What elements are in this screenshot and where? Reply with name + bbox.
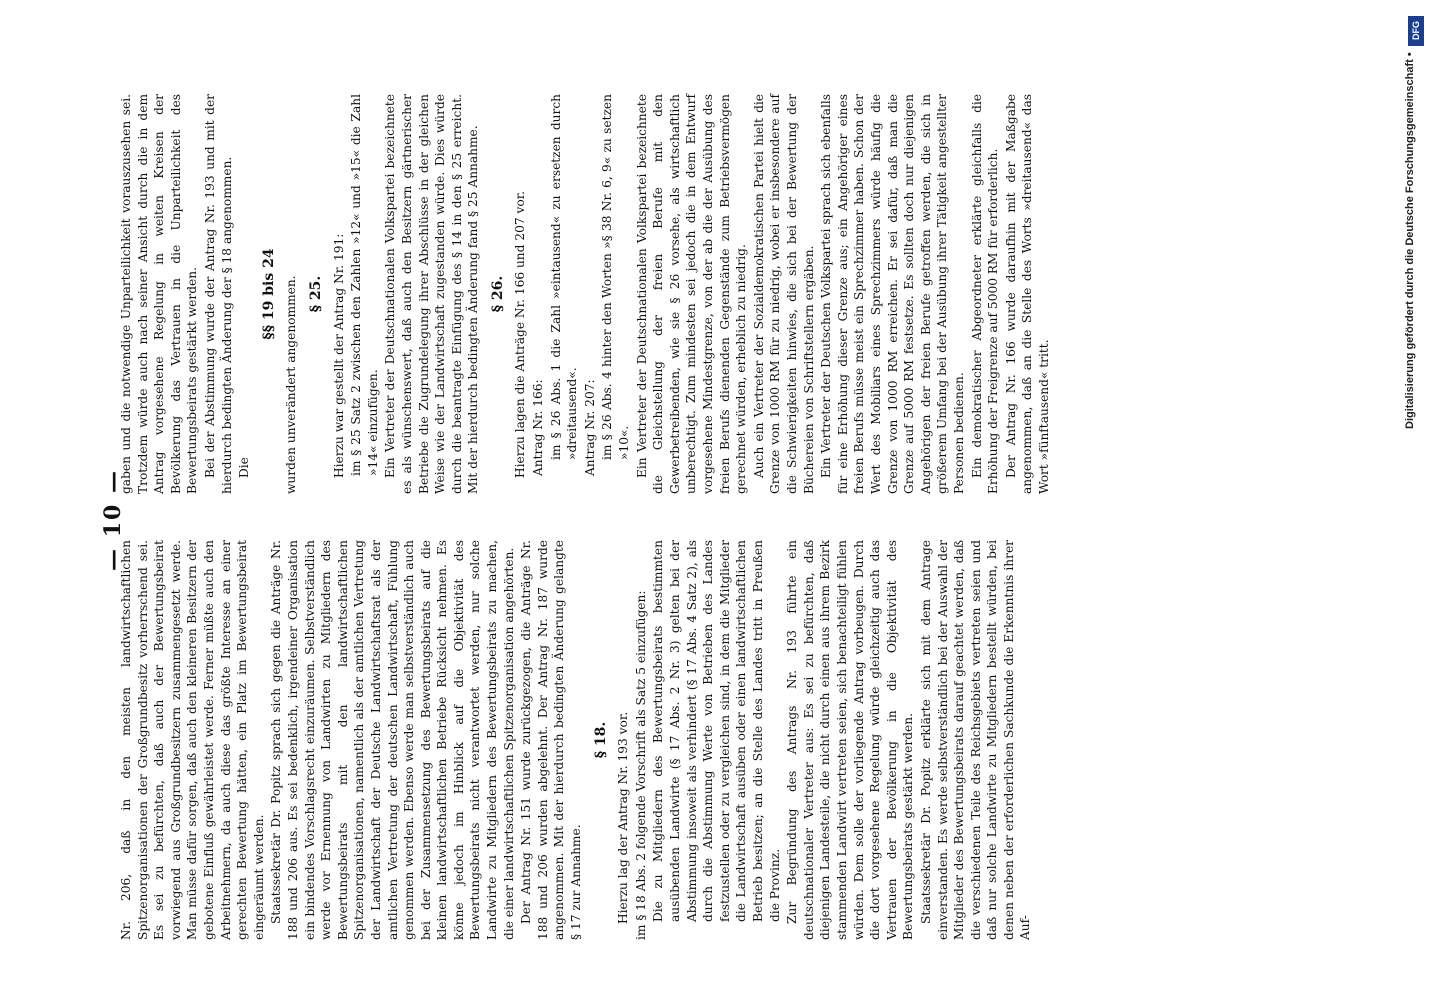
section-heading: § 26. xyxy=(489,275,506,313)
paragraph: Zur Begründung des Antrags Nr. 193 führte ein deutschnationaler Vertreter aus: Es sei zu befürchten, daß diejenigen Landesteile, die nicht durch einen aus ihrem Bezirk stammenden Landwirt vertreten seien, sich benachteiligt fühlen würden. Dem solle der vorliegende Antrag vorbeugen. Durch die dort vorgesehene Regelung würde gleichzeitig auch das Vertrauen der Bevölkerung in die Objektivität des Bewertungsbeirats gestärkt werden. xyxy=(785,540,916,940)
paragraph: wurden unverändert angenommen. xyxy=(284,275,299,494)
paragraph: Ein Vertreter der Deutschnationalen Volkspartei bezeichnete die Gleichstellung der freien Berufe mit den Gewerbetreibenden, wie sie § 26 vorsehe, als wirtschaftlich unberechtigt. Zum mindesten sei jedoch die in dem Entwurf vorgesehene Mindestgrenze, von der ab die der Ausübung des freien Berufs dienenden Gegenstände zum Betriebsvermögen gerechnet würden, erheblich zu niedrig. xyxy=(634,94,749,494)
paragraph: im § 18 Abs. 2 folgende Vorschrift als Satz 5 einzufügen: xyxy=(633,590,648,940)
section-heading: § 18. xyxy=(592,721,609,759)
section-heading: §§ 19 bis 24 xyxy=(260,248,277,340)
paragraph: Antrag Nr. 166: xyxy=(531,379,546,476)
paragraph: Der Antrag Nr. 166 wurde daraufhin mit der Maßgabe angenommen, daß an die Stelle des Worts »dreitausend« das Wort »fünftausend« tritt. xyxy=(1003,94,1051,494)
right-text-column xyxy=(118,94,1053,494)
paragraph: Hierzu war gestellt der Antrag Nr. 191: xyxy=(331,233,346,478)
paragraph: Die zu Mitgliedern des Bewertungsbeirats bestimmten ausübenden Landwirte (§ 17 Abs. 2 Nr. 3) gelten bei der Abstimmung insoweit als verhindert (§ 17 Abs. 4 Satz 2), als durch die Abstimmung Werte von Betrieben des Landes festzustellen oder zu vergleichen sind, in dem die Mitglieder die Landwirtschaft ausüben oder einen landwirtschaftlichen Betrieb besitzen; an die Stelle des Landes tritt in Preußen die Provinz. xyxy=(651,540,782,922)
paragraph: im § 25 Satz 2 zwischen den Zahlen »12« und »15« die Zahl »14« einzufügen. xyxy=(349,94,380,476)
paragraph: Antrag Nr. 207: xyxy=(582,379,597,476)
page-number: — 10 — xyxy=(100,469,126,571)
paragraph: Auch ein Vertreter der Sozialdemokratischen Partei hielt die Grenze von 1000 RM für zu niedrig, wobei er insbesondere auf die Schwierigkeiten hinwies, die sich bei der Bewertung der Büchereien von Schriftstellern ergäben. xyxy=(751,94,816,494)
paragraph: Die xyxy=(237,457,252,478)
paragraph: Staatssekretär Dr. Popitz sprach sich gegen die Anträge Nr. 188 und 206 aus. Es sei bedenklich, irgendeiner Organisation ein bindendes Vorschlagsrecht einzuräumen. Selbstverständlich werde vor Ernennung von Landwirten zu Mitgliedern des Bewertungsbeirats mit den landwirtschaftlichen Spitzenorganisationen, namentlich als der amtlichen Vertretung der Landwirtschaft der Deutsche Landwirtschaftsrat als der amtlichen Vertretung der deutschen Landwirtschaft, Fühlung genommen werden. Ebenso werde man selbstverständlich auch bei der Zusammensetzung des Bewertungsbeirats auf die kleinen landwirtschaftlichen Betriebe Rücksicht nehmen. Es könne jedoch im Hinblick auf die Objektivität des Bewertungsbeirats nicht verantwortet werden, nur solche Landwirte zu Mitgliedern des Bewertungsbeirats zu machen, die einer landwirtschaftlichen Spitzenorganisation angehörten. xyxy=(269,540,516,940)
paragraph: Bei der Abstimmung wurde der Antrag Nr. 193 und mit der hierdurch bedingten Änderung der § 18 angenommen. xyxy=(202,94,234,494)
paragraph: Nr. 206, daß in den meisten landwirtschaftlichen Spitzenorganisationen der Großgrundbesitz vorherrschend sei. Es sei zu befürchten, daß auch der Bewertungsbeirat vorwiegend aus Großgrundbesitzern zusammengesetzt werde. Man müsse dafür sorgen, daß auch den kleineren Besitzern der gebotene Einfluß gewährleistet werde. Ferner müßte auch den Arbeitnehmern, da auch diese das größte Interesse an einer gerechten Bewertung hätten, ein Platz im Bewertungsbeirat eingeräumt werden. xyxy=(119,540,266,940)
section-heading: § 25. xyxy=(307,275,324,313)
credit-text: Digitalisierung gefördert durch die Deutsche Forschungsgemeinschaft • xyxy=(1404,52,1416,429)
paragraph: Hierzu lag der Antrag Nr. 193 vor. xyxy=(616,711,631,924)
rotated-printed-page xyxy=(100,94,1300,940)
digitization-credit xyxy=(1404,8,1430,988)
paragraph: gaben und die notwendige Unparteilichkeit vorauszusehen sei. Trotzdem würde auch nach seiner Ansicht durch die in dem Antrag vorgesehene Regelung in weiten Kreisen der Bevölkerung das Vertrauen in die Unparteilichkeit des Bewertungsbeirats gestärkt werden. xyxy=(119,94,200,494)
paragraph: Der Antrag Nr. 151 wurde zurückgezogen, die Anträge Nr. 188 und 206 wurden abgelehnt. Der Antrag Nr. 187 wurde angenommen. Mit der hierdurch bedingten Änderung gelangte § 17 zur Annahme. xyxy=(519,540,584,940)
paragraph: Ein demokratischer Abgeordneter erklärte gleichfalls die Erhöhung der Freigrenze auf 5000 RM für erforderlich. xyxy=(969,94,1001,494)
paragraph: Staatssekretär Dr. Popitz erklärte sich mit dem Antrage einverstanden. Es werde selbstverständlich bei der Auswahl der Mitglieder des Bewertungsbeirats darauf geachtet werden, daß die verschiedenen Teile des Reichsgebiets vertreten seien und daß nur solche Landwirte zu Mitgliedern bestellt würden, bei denen neben der erforderlichen Sachkunde die Erkenntnis ihrer Auf- xyxy=(918,540,1033,940)
dfg-logo: DFG xyxy=(1408,16,1424,46)
paragraph: im § 26 Abs. 4 hinter den Worten »§ 38 Nr. 6, 9« zu setzen »10«. xyxy=(600,94,632,460)
paragraph: Ein Vertreter der Deutschen Volkspartei sprach sich ebenfalls für eine Erhöhung dieser Grenze aus; ein Angehöriger eines freien Berufs müsse meist ein Sprechzimmer haben. Schon der Wert des Mobiliars eines Sprechzimmers würde häufig die Grenze von 1000 RM erreichen. Er sei dafür, daß man die Grenze auf 5000 RM festsetze. Es sollten doch nur diejenigen Angehörigen der freien Berufe getroffen werden, die sich in größerem Umfang bei der Ausübung ihrer Tätigkeit angestellter Personen bedienen. xyxy=(819,94,966,494)
paragraph: Hierzu lagen die Anträge Nr. 166 und 207 vor. xyxy=(513,190,528,478)
paragraph: Ein Vertreter der Deutschnationalen Volkspartei bezeichnete es als wünschenswert, daß auch den Besitzern gärtnerischer Betriebe die Zugrundelegung ihrer Abschlüsse in der gleichen Weise wie der Landwirtschaft zugestanden würde. Dies würde durch die beantragte Einfügung des § 14 in den § 25 erreicht. Mit der hierdurch bedingten Änderung fand § 25 Annahme. xyxy=(383,94,481,494)
left-text-column xyxy=(118,540,1035,940)
paragraph: im § 26 Abs. 1 die Zahl »eintausend« zu ersetzen durch »dreitausend«. xyxy=(548,94,580,460)
